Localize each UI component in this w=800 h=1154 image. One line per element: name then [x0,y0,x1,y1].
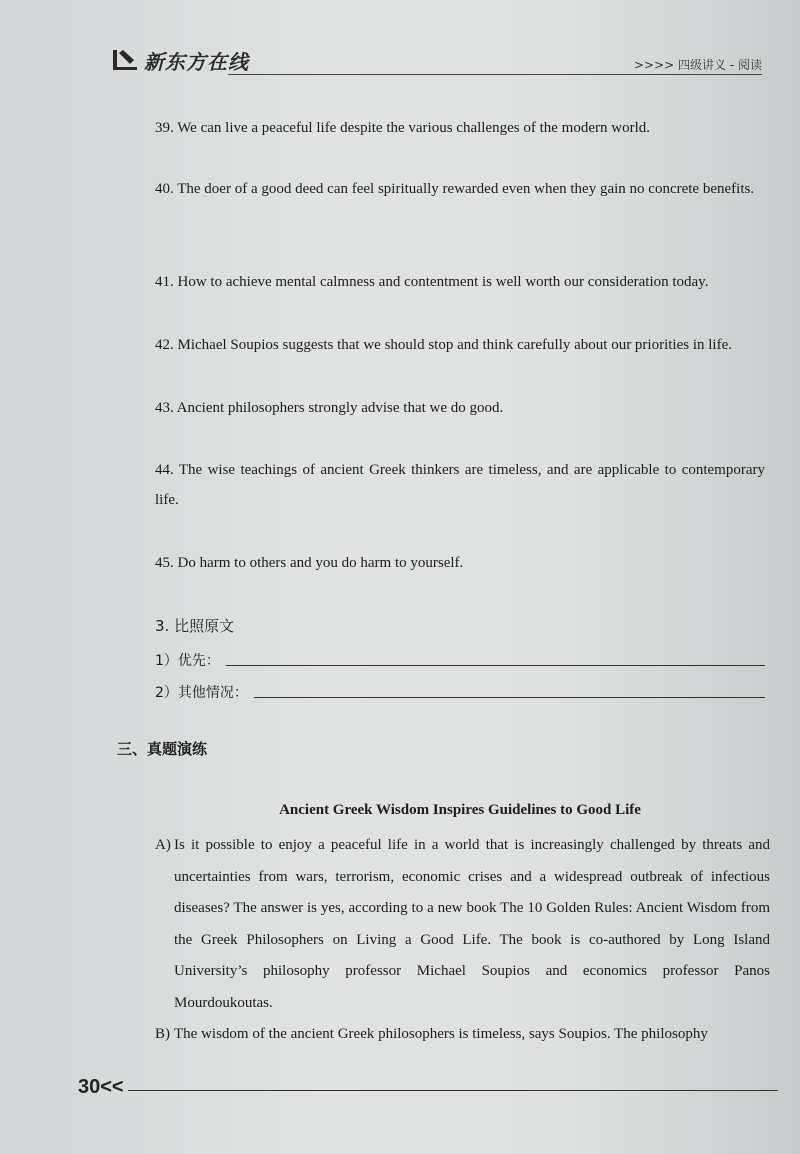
publisher-logo [110,46,249,74]
answer-blank[interactable] [254,677,765,698]
page-footer [78,1072,778,1102]
paragraph-tag: B) [155,1026,170,1042]
paragraph-text: The wisdom of the ancient Greek philosophers is timeless, says Soupios. The philosophy [174,1026,708,1042]
compare-row-other [155,670,765,702]
compare-section [155,614,765,702]
answer-blank[interactable] [226,645,765,666]
page-header [110,44,762,76]
statement-45: 45. Do harm to others and you do harm to yourself. [155,555,464,571]
statement-43: 43. Ancient philosophers strongly advise that we do good. [155,400,504,416]
paragraph-tag: A) [155,837,171,853]
article-title: Ancient Greek Wisdom Inspires Guidelines to Good Life [279,802,641,818]
compare-label-other: 2）其他情况： [155,685,248,701]
paragraph-text: Is it possible to enjoy a peaceful life in a world that is increasingly challenged by threats and uncertainties from wars, terrorism, economic crises and a widespread outbreak of infectious diseases? The answer is yes, according to a new book The 10 Golden Rules: Ancient Wisdom from the Greek Philosophers on Living a Good Life. The book is co-authored by Long Island University’s philosophy professor Michael Soupios and economics professor Panos Mourdoukoutas. [174,837,770,1011]
statement-42: 42. Michael Soupios suggests that we should stop and think carefully about our priorities in life. [155,337,732,353]
statement-40: 40. The doer of a good deed can feel spiritually rewarded even when they gain no concrete benefits. [155,181,755,197]
statement-39: 39. We can live a peaceful life despite the various challenges of the modern world. [155,120,650,136]
logo-text: 新东方在线 [144,49,249,74]
footer-rule [128,1090,778,1091]
paragraph-a [155,830,770,1019]
compare-row-priority [155,638,765,670]
running-head: >>>> 四级讲义 - 阅读 [634,58,762,72]
statement-44: 44. The wise teachings of ancient Greek thinkers are timeless, and are applicable to contemporary life. [155,462,765,508]
part-heading: 三、真题演练 [117,740,208,758]
logo-icon [110,47,140,73]
compare-title: 3. 比照原文 [155,617,235,635]
header-rule [228,74,762,75]
page-number: 30<< [78,1075,124,1098]
paragraph-b [155,1019,770,1051]
compare-label-priority: 1）优先： [155,653,220,669]
statement-41: 41. How to achieve mental calmness and contentment is well worth our consideration today. [155,274,709,290]
